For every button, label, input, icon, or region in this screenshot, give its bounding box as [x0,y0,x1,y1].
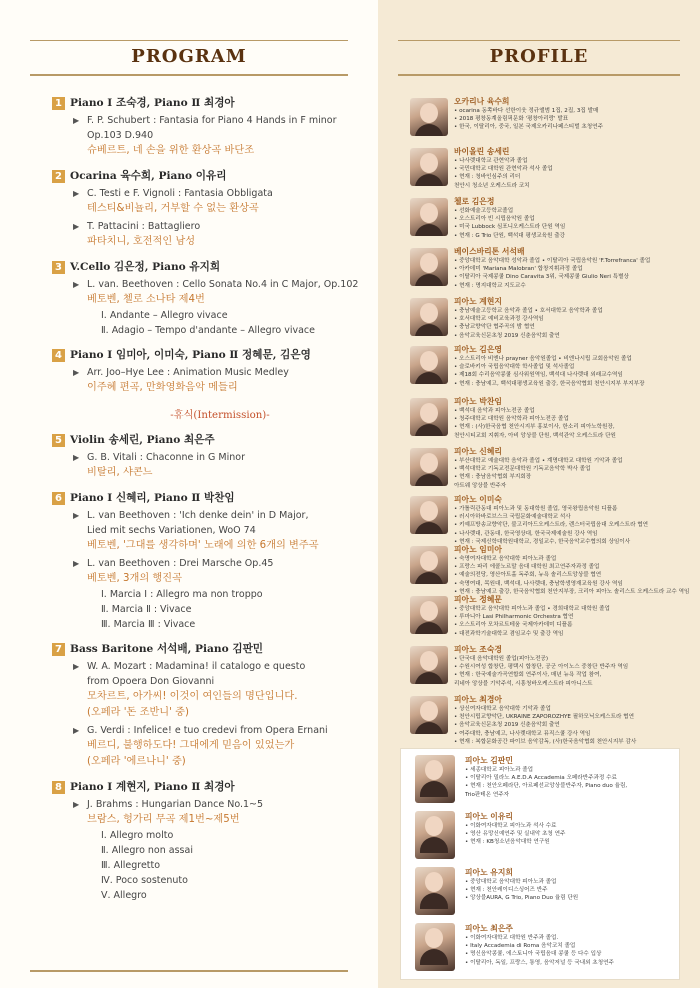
divider [398,74,680,76]
profile-line: • 영산 유망신예연주 및 실내악 초청 연주 [465,831,566,838]
profile-line: • 러시아하바로브스크 국립문화예술대학교 석사 [454,514,571,521]
profile-line: • 나사렛대, 관동대, 한국영상대, 한국국제예술원 강사 역임 [454,530,598,537]
divider [30,40,348,41]
profile-name: 바이올린 송세린 [454,147,510,156]
profile-line: • 중앙대학교 음악대학 성악과 졸업 • 이탈리아 국립음악원 'F.Torrefranca' 졸업 [454,258,651,264]
profile-line: Trio판테온 연주자 [465,791,510,798]
portrait-photo [410,646,448,684]
profile-name: 피아노 이미숙 [454,495,502,504]
piece-title-english: L. van Beethoven : 'Ich denke dein' in D Major, [87,510,309,521]
piece-title-english: W. A. Mozart : Madamina! il catalogo e questo [87,661,306,672]
profile-text [465,867,675,903]
profile-name: 피아노 이유리 [465,812,513,821]
profile-text [454,694,689,746]
piece [70,186,370,217]
profile-name: 피아노 유지희 [465,868,513,877]
profile-line: • 현재 : 국제신학대학원대학교, 경일교수, 한국음악교수협의회 상임이사 [454,538,631,545]
piece [70,113,370,159]
item-number-badge: 1 [52,97,65,110]
performers: Bass Baritone 서석배, Piano 김판민 [70,643,264,655]
profile-text [454,344,689,388]
movement: Ⅴ. Allegro [101,890,147,901]
movement: Ⅱ. Marcia Ⅱ : Vivace [101,604,192,615]
program-item [55,260,370,338]
profile-line: 리네아 앙상블 기악주석, 시흥청바오케스트라 피아니스트 [454,680,593,687]
profile-line: • 예술의전당, 영산아트홀 독주회, 뉴욕 솔리스트앙상블 협연 [454,572,602,579]
piece-title-korean: 브람스, 헝가리 무곡 제1번~제5번 [87,814,240,825]
program-item [55,96,370,159]
piece-title-korean: 파타치니, 호전적인 남성 [87,236,196,247]
profile-name: 피아노 정혜문 [454,595,502,604]
program-title: PROGRAM [131,46,247,67]
piece-title-english: L. van Beethoven : Drei Marsche Op.45 [87,558,274,569]
profile-line: • 제18회 수리음악콩쿨 심사위원역임, 백석대 나사렛대 외래교수역임 [454,372,623,379]
profile-text [454,146,689,190]
program-list [55,96,370,913]
performers: Piano Ⅰ 조숙경, Piano Ⅱ 최경아 [70,97,235,109]
profile-line: • 이화여자대학교 대학원 반주과 졸업. [465,935,559,941]
profile-line: • 앙상블AURA, G Trio, Piano Duo 율림 단원 [465,895,579,902]
piece [70,365,370,396]
item-number-badge: 7 [52,643,65,656]
piece-title-english: G. B. Vitali : Chaconne in G Minor [87,452,246,463]
profile-line: • 현재 : 천안오페라단, 아르페선교앙상블반주자, Piano duo 율림, [465,783,628,790]
piece [70,450,370,481]
portrait-photo [410,596,448,634]
profile-name: 피아노 최은주 [465,924,513,933]
piece [70,556,370,632]
profile-line: • 중앙대학교 음악대학 피아노과 졸업 [465,879,557,885]
profile-line: • 충남교향악단 협주곡의 밤 협연 [454,324,535,331]
performers: Piano Ⅰ 임미아, 이미숙, Piano Ⅱ 정혜문, 김은영 [70,349,311,361]
profile-text [454,96,689,132]
piece-title-english: J. Brahms : Hungarian Dance No.1~5 [87,799,264,810]
portrait-photo [415,923,455,971]
portrait-photo [410,448,448,486]
piece-title-korean: 베토벤, 첼로 소나타 제4번 [87,294,205,305]
profile-text [454,246,689,290]
program-item [55,491,370,632]
program-item [55,433,370,481]
profile-line: • 청주대학교 대학원 음악학과 피아노전공 졸업 [454,416,569,423]
performers: Piano Ⅰ 신혜리, Piano Ⅱ 박찬임 [70,492,235,504]
profile-name: 베이스바리톤 서석배 [454,247,525,256]
profile-text [465,923,675,967]
pianist-profile-box [400,748,680,980]
profile-line: • 국민대학교 대학원 관현악과 석사 졸업 [454,166,553,173]
piece-title-korean: 슈베르트, 네 손을 위한 환상곡 바단조 [87,145,255,156]
piece [70,723,370,770]
profile-line: 아트웨 앙상블 반주자 [454,482,507,489]
piece-title-korean: (오페라 '돈 조반니' 중) [87,707,189,718]
intermission: -휴식(Intermission)- [170,410,270,421]
profile-name: 피아노 김은영 [454,345,502,354]
profile-line: • 현재 : 명지대학교 지도교수 [454,282,526,289]
profile-line: • 중앙대학교 음악대학 피아노과 졸업 • 경희대학교 대학원 졸업 [454,606,610,612]
portrait-photo [410,696,448,734]
profile-text [454,494,689,546]
profile-line: • 상신여자대학교 음악대학 기악과 졸업 [454,706,551,712]
profile-line: • 현재 : 청바인심주의 리더 [454,174,521,181]
piece-title-korean: 테스티&비뇰리, 거부할 수 없는 환상곡 [87,203,259,214]
piece-title-korean: 베토벤, 3개의 행진곡 [87,573,182,584]
arrow-icon: ▶ [73,726,80,735]
profile-line: • 백석대학교 기독교전문대학원 기독교음악학 박사 졸업 [454,466,591,473]
arrow-icon: ▶ [73,511,80,520]
portrait-photo [410,346,448,384]
piece [70,277,370,338]
item-number-badge: 8 [52,781,65,794]
piece [70,659,370,721]
profile-line: • 세종대학교 피아노과 졸업 [465,767,534,773]
profile-name: 피아노 조숙경 [454,645,502,654]
item-number-badge: 2 [52,170,65,183]
item-number-badge: 4 [52,349,65,362]
profile-line: • 나사렛대학교 관현악과 졸업 [454,158,528,164]
profile-line: • 오스트리아 빈 시립음악원 졸업 [454,216,535,223]
profile-line: • 루마니아 Lasi Philharmonic Orchestra 협연 [454,614,574,621]
profile-text [454,396,689,440]
divider [30,970,348,972]
profile-line: • 현재 : 충남음악협회 부지회장 [454,474,532,481]
movement: Ⅰ. Andante – Allegro vivace [101,310,228,321]
profile-line: • 현재 : (사)한국음협 천안시지부 홍보이사, 한소리 피아노학원장, [454,424,615,431]
piece-title-korean: 모차르트, 아가씨! 이것이 여인들의 명단입니다. [87,691,298,702]
profile-line: • 가톨릭관동대 피아노과 및 동대학원 졸업, 영국왕립음악원 디플롬 [454,506,618,512]
profile-line: • 충남예술고등학교 음악과 졸업 • 호서대학교 음악학과 졸업 [454,308,603,314]
arrow-icon: ▶ [73,368,80,377]
piece-title-english: G. Verdi : Infelice! e tuo credevi from Opera Ernani [87,725,328,736]
profile-line: • 부산대학교 예술대학 음악과 졸업 • 계명대학교 대학원 기악과 졸업 [454,458,623,464]
profile-text [454,446,689,490]
profile-line: • 현재 : G Trio 단원, 백석대 평생교육원 출강 [454,232,566,239]
movement: Ⅱ. Adagio – Tempo d'andante – Allegro vivace [101,325,315,336]
performers: Ocarina 육수희, Piano 이유리 [70,170,227,182]
profile-line: 천안시티교회 지휘자, 아비 앙상블 단원, 백석관악 오케스트라 단원 [454,432,616,439]
piece-title-korean: 이주혜 편곡, 만화영화음악 메들리 [87,382,238,393]
profile-line: • 음악교육신문초청 2019 신춘음악회 출연 [454,722,560,729]
profile-line: • 이탈리아, 독일, 프랑스, 통영, 음악저널 등 국내외 초청연주 [465,959,614,966]
divider [398,40,680,41]
portrait-photo [410,248,448,286]
movement: Ⅳ. Poco sostenuto [101,875,188,886]
profile-line: • 현재 : KB청소년음악대학 연구원 [465,839,550,846]
profile-line: • 수원시여성 합창단, 평택시 합창단, 공군 아이노스 중창단 반주자 역임 [454,664,629,671]
piece-title-english: Op.103 D.940 [87,130,154,141]
piece-title-english: Arr. Joo–Hye Lee : Animation Music Medley [87,367,289,378]
profile-line: • 현재 : 천안레이디스싱어즈 반주 [465,887,548,894]
portrait-photo [410,398,448,436]
profile-text [454,196,689,240]
performers: V.Cello 김은정, Piano 유지희 [70,261,221,273]
profile-text [465,755,675,799]
arrow-icon: ▶ [73,189,80,198]
profile-line: • 음악교육신문초청 2019 신춘음악회 출연 [454,332,560,339]
profile-line: • 여주대학, 충남예고, 나사렛대학교 뮤직스쿨 강사 역임 [454,730,591,737]
profile-title: PROFILE [489,46,589,67]
arrow-icon: ▶ [73,222,80,231]
piece-title-english: from Opoera Don Giovanni [87,676,215,687]
profile-line: • 백석대 음악과 피아노전공 졸업 [454,408,535,414]
item-number-badge: 5 [52,434,65,447]
profile-name: 피아노 박찬임 [454,397,502,406]
profile-text [454,594,689,638]
profile-text [454,544,689,596]
profile-line: • 숙명여대, 목원대, 백석대, 나사렛대, 충남학생영재교육원 강사 역임 [454,580,623,587]
profile-line: • 키예프방송교향악단, 불고리아드오케스트라, 렌스터국립음대 오케스트라 협연 [454,522,649,529]
profile-line: • 슬로바키아 국립음악대학 학사졸업 및 석사졸업 [454,364,575,371]
movement: Ⅰ. Allegro molto [101,830,174,841]
profile-line: 천안시 청소년 오케스트라 코치 [454,182,530,189]
profile-text [454,296,689,340]
piece [70,219,370,250]
piece-title-korean: (오페라 '에르나니' 중) [87,756,186,767]
profile-line: • 미국 Lubbock 심포니오케스트라 단원 역임 [454,224,566,231]
piece-title-english: T. Pattacini : Battagliero [87,221,201,232]
program-item [55,642,370,770]
profile-line: • 이화여자대학교 피아노과 석사 수료 [465,823,557,829]
profile-line: • 프랑스 파리 에콜노르말 음대 대학원 최고연주자과정 졸업 [454,564,600,571]
piece [70,508,370,554]
portrait-photo [410,98,448,136]
profile-line: • 현재 : 충남예고, 백석대평생교육원 출강, 한국음악협회 천안시지부 부지부장 [454,380,645,387]
portrait-photo [410,148,448,186]
profile-line: • 천안시립교향악단, UKRAINE ZAPOROZHYE 필하모닉오케스트라 협연 [454,714,634,721]
portrait-photo [410,496,448,534]
profile-line: • 오스트리아 모차르트테움 국제아카데미 디플롬 [454,622,573,629]
piece [70,797,370,903]
portrait-photo [410,298,448,336]
profile-line: • 호서대학교 예비교육과정 강사역임 [454,316,544,323]
arrow-icon: ▶ [73,116,80,125]
piece-title-english: Lied mit sechs Variationen, WoO 74 [87,525,256,536]
movement: Ⅲ. Marcia Ⅲ : Vivace [101,619,196,630]
profile-line: • 2018 평창동계올림픽문화 '평창아리랑' 발표 [454,116,569,123]
arrow-icon: ▶ [73,800,80,809]
profile-line: • 아카데미 'Mariana Malobran' 합창지휘과정 졸업 [454,266,583,273]
profile-line: • 한국, 이탈리아, 중국, 일본 국제오카리나페스티벌 초청연주 [454,124,603,131]
program-item [55,780,370,903]
piece-title-english: C. Testi e F. Vignoli : Fantasia Obbligata [87,188,273,199]
piece-title-english: L. van. Beethoven : Cello Sonata No.4 in C Major, Op.102 [87,279,359,290]
profile-name: 피아노 최경아 [454,695,502,704]
item-number-badge: 6 [52,492,65,505]
profile-line: • 선화예술고등학교졸업 [454,208,514,214]
arrow-icon: ▶ [73,280,80,289]
profile-line: • 단국대 음악대학원 졸업(피아노전공) [454,656,549,662]
profile-line: • 이탈리아 국제콩쿨 Dino Caravita 3위, 국제콩쿨 Giulio Neri 특별상 [454,274,629,281]
program-item [55,348,370,396]
portrait-photo [415,755,455,803]
performers: Violin 송세린, Piano 최은주 [70,434,215,446]
profile-line: • 명신음악콩쿨, 에스토니아 국립음대 콩쿨 등 다수 입상 [465,951,602,958]
profile-name: 첼로 김은정 [454,197,495,206]
piece-title-english: F. P. Schubert : Fantasia for Piano 4 Hands in F minor [87,115,337,126]
piece-title-korean: 베토벤, '그대를 생각하며' 노래에 의한 6개의 변주곡 [87,540,319,551]
portrait-photo [410,546,448,584]
divider [30,74,348,76]
profile-line: • 숙명여자대학교 음악대학 피아노과 졸업 [454,556,557,562]
profile-name: 피아노 김판민 [465,756,513,765]
portrait-photo [415,867,455,915]
profile-name: 오카리나 육수희 [454,97,510,106]
profile-line: • 오스트리아 비엔나 prayner 음악원졸업 • 비엔나시립 교회음악원 졸업 [454,356,632,362]
profile-line: • 현재 : 한국예술가곡연합회 연주이사, 매년 뉴욕 작업 참여, [454,672,602,679]
profile-line: • ocarina 동쪽바다 선한이웃 정규앨범 1집, 2집, 3집 발매 [454,108,599,114]
piece-title-korean: 베르디, 불행하도다! 그대에게 믿음이 있었는가 [87,740,295,751]
profile-name: 피아노 신혜리 [454,447,502,456]
movement: Ⅲ. Allegretto [101,860,161,871]
profile-line: • Italy Accademia di Roma 음악코치 졸업 [465,943,576,950]
portrait-photo [415,811,455,859]
profile-name: 피아노 계현지 [454,297,502,306]
profile-text [465,811,675,847]
arrow-icon: ▶ [73,662,80,671]
arrow-icon: ▶ [73,559,80,568]
profile-line: • 대전과학기술대학교 겸임교수 및 출강 역임 [454,630,564,637]
arrow-icon: ▶ [73,453,80,462]
performers: Piano Ⅰ 계현지, Piano Ⅱ 최경아 [70,781,235,793]
profile-line: • 현재 : 충남예고 출강, 한국음악협회 천안지부장, 크리아 피아노 솔리스트 오케스트라 교수 역임 [454,588,689,595]
piece-title-korean: 비탈리, 샤콘느 [87,467,153,478]
profile-name: 피아노 임미아 [454,545,502,554]
movement: Ⅰ. Marcia Ⅰ : Allegro ma non troppo [101,589,263,600]
item-number-badge: 3 [52,261,65,274]
portrait-photo [410,198,448,236]
profile-text [454,644,689,688]
movement: Ⅱ. Allegro non assai [101,845,193,856]
program-item [55,169,370,250]
profile-line: • 이탈리아 밀라노 A.E.D.A Accademia 오페라반주과정 수료 [465,775,617,782]
profile-line: • 현재 : 복합문화공간 파이브 음악감독, (사)한국음악협회 천안시지부 감사 [454,738,637,745]
